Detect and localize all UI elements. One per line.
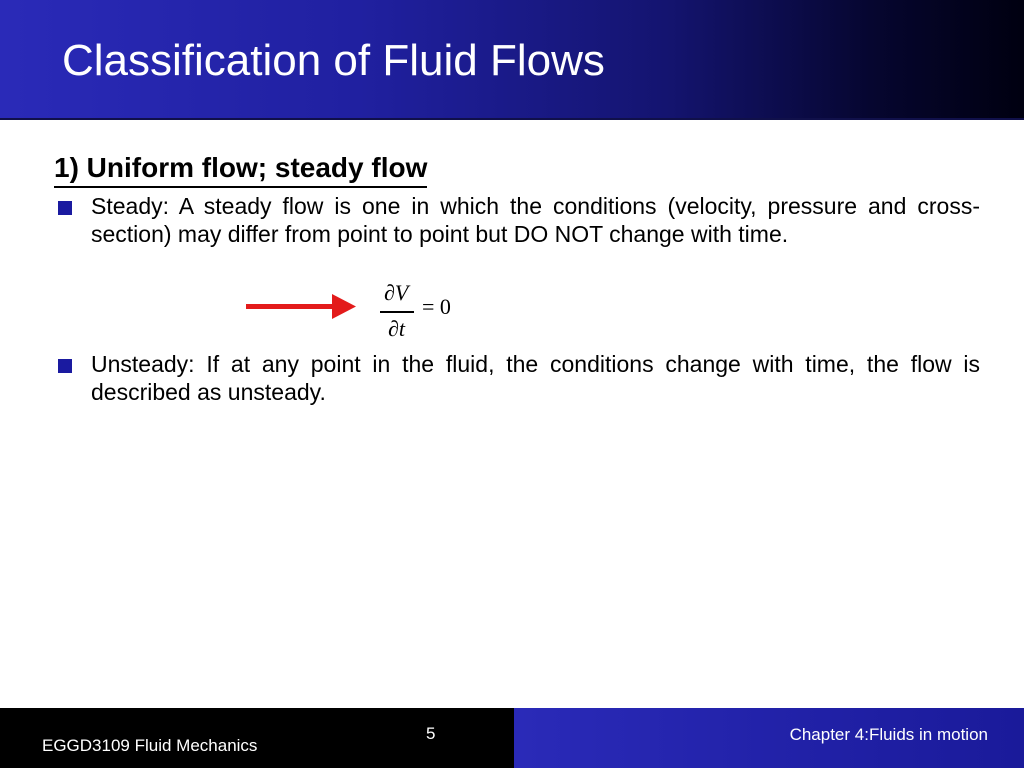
equation-denominator: ∂t bbox=[388, 316, 405, 341]
bullet-steady bbox=[58, 192, 980, 248]
bullet-unsteady bbox=[58, 350, 980, 406]
page-number: 5 bbox=[426, 724, 436, 743]
equation-rhs: = 0 bbox=[422, 294, 451, 319]
footer-chapter: Chapter 4:Fluids in motion bbox=[789, 725, 988, 744]
footer-left bbox=[0, 708, 514, 768]
section-heading: 1) Uniform flow; steady flow bbox=[54, 152, 427, 188]
footer-course: EGGD3109 Fluid Mechanics bbox=[42, 736, 258, 755]
square-bullet-icon bbox=[58, 201, 72, 215]
title-bar bbox=[0, 0, 1024, 120]
square-bullet-icon bbox=[58, 359, 72, 373]
steady-flow-equation bbox=[380, 280, 470, 342]
right-arrow-icon bbox=[244, 291, 358, 323]
slide-title: Classification of Fluid Flows bbox=[62, 36, 605, 85]
bullet-text: Unsteady: If at any point in the fluid, the conditions change with time, the flow is described as unsteady. bbox=[91, 351, 980, 405]
footer-right bbox=[514, 708, 1024, 768]
bullet-text: Steady: A steady flow is one in which the conditions (velocity, pressure and cross-section) may differ from point to point but DO NOT change with time. bbox=[91, 193, 980, 247]
fraction-bar bbox=[380, 311, 414, 313]
equation-numerator: ∂V bbox=[384, 280, 409, 305]
